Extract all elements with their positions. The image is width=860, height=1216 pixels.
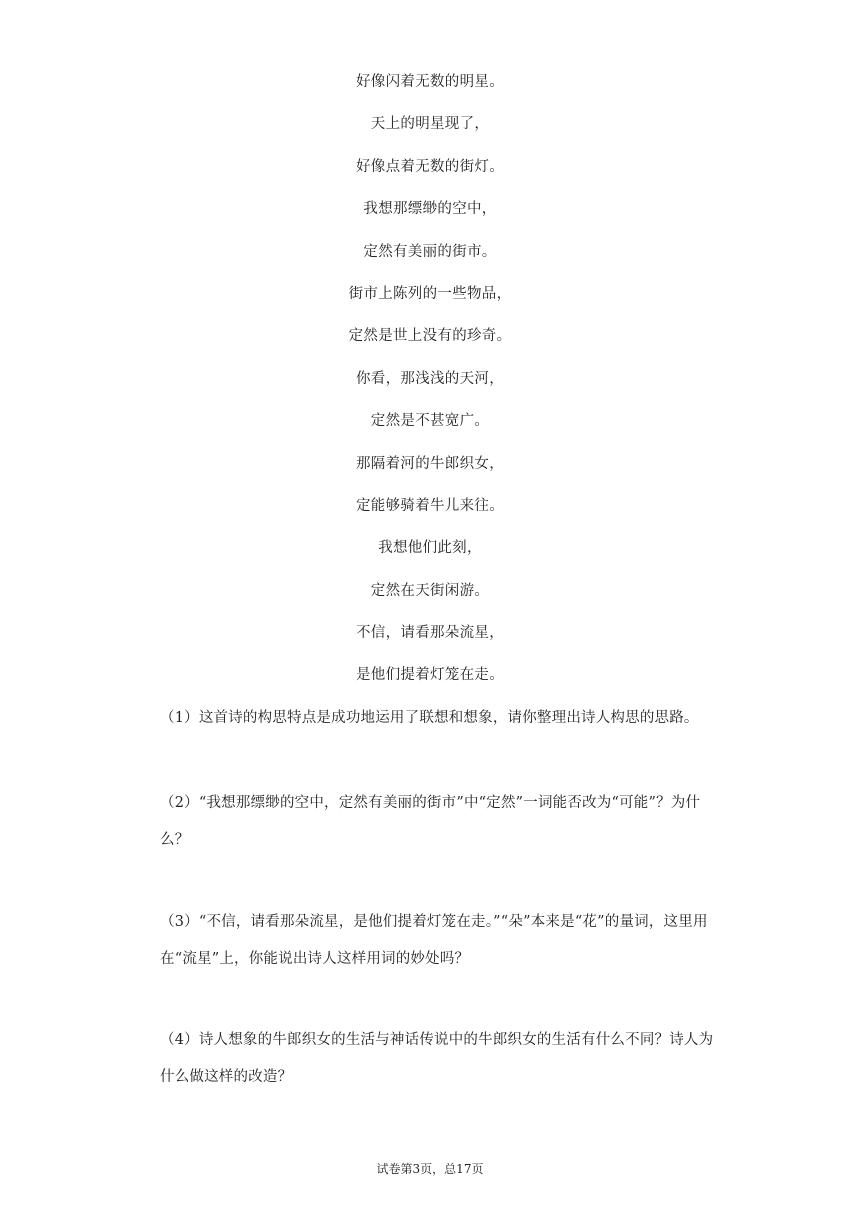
poem-line: 你看，那浅浅的天河， [356,370,504,387]
poem-line: 定然是世上没有的珍奇。 [348,328,512,345]
question-3: （3）“不信，请看那朵流星，是他们提着灯笼在走。”“朵”本来是“花”的量词，这里用在“流星”上，你能说出诗人这样用词的妙处吗？ [160,914,708,967]
poem-line: 天上的明星现了， [370,116,490,133]
poem-line: 定能够骑着牛儿来往。 [356,497,504,514]
poem-line: 定然是不甚宽广。 [370,413,490,430]
poem-body [0,70,860,706]
poem-line: 好像点着无数的街灯。 [356,158,504,175]
poem-line: 好像闪着无数的明星。 [356,74,504,90]
page-footer: 试卷第3页，总17页 [376,1162,484,1176]
question-1: （1）这首诗的构思特点是成功地运用了联想和想象，请你整理出诗人构思的思路。 [160,710,699,726]
poem-line: 定然在天街闲游。 [370,582,490,599]
poem-line: 我想那缥缈的空中， [363,201,497,218]
question-4: （4）诗人想象的牛郎织女的生活与神话传说中的牛郎织女的生活有什么不同？诗人为什么做这样的改造？ [160,1032,714,1085]
poem-line: 定然有美丽的街市。 [363,243,497,260]
question-2: （2）“我想那缥缈的空中，定然有美丽的街市”中“定然”一词能否改为“可能”？为什么？ [160,795,701,848]
poem-line: 我想他们此刻， [378,540,482,557]
poem-line: 不信，请看那朵流星， [356,625,504,642]
poem-line: 是他们提着灯笼在走。 [356,667,504,684]
poem-line: 那隔着河的牛郎织女， [356,455,504,472]
poem-line: 街市上陈列的一些物品， [348,285,512,302]
